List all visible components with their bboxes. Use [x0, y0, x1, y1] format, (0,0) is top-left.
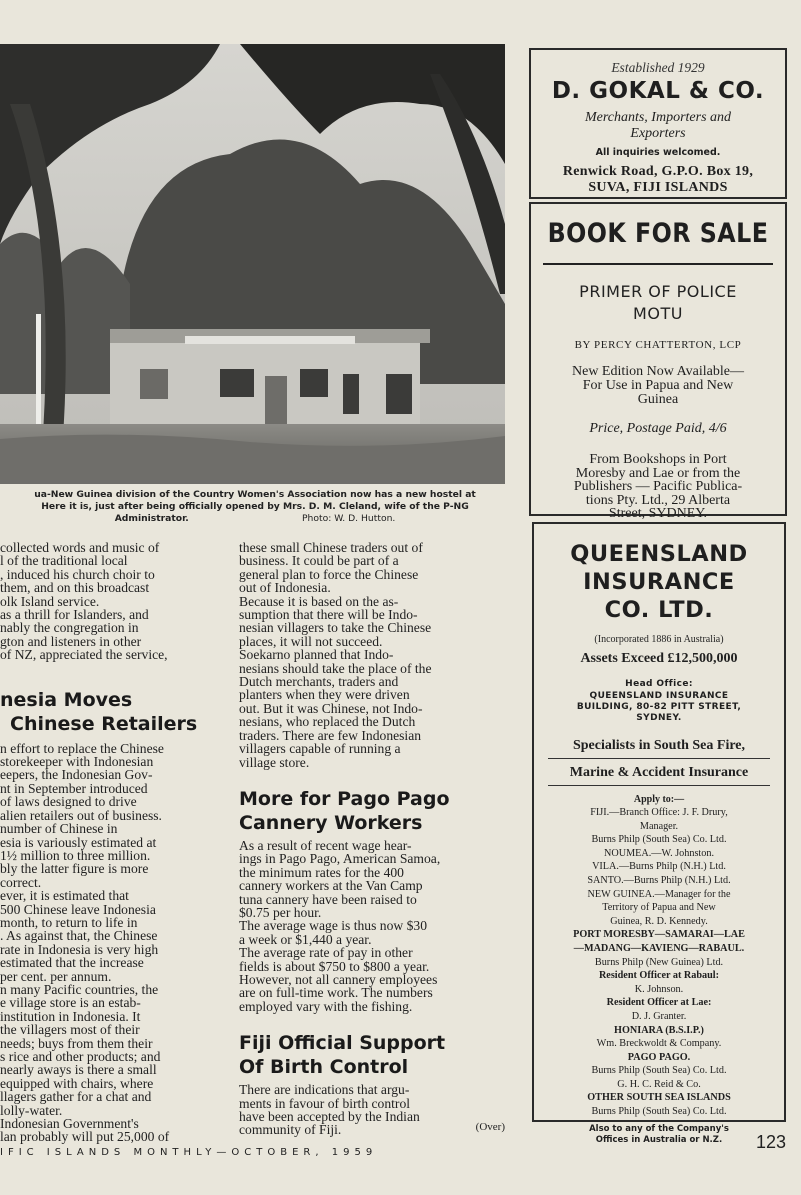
ad-gokal-inquiries: All inquiries welcomed.	[595, 147, 721, 158]
agent-line: PORT MORESBY—SAMARAI—LAE	[573, 929, 745, 941]
text-line: nably the congregation in	[0, 620, 139, 636]
ad-book-title-2: MOTU	[633, 304, 683, 323]
text-line: rate in Indonesia is very high	[0, 941, 159, 957]
ad-book-from-2: Moresby and Lae or from the	[575, 465, 741, 481]
agent-line: K. Johnson.	[634, 983, 684, 995]
agent-line: Manager.	[639, 820, 679, 832]
text-line: esia is variously estimated at	[0, 834, 157, 850]
text-line: community of Fiji.	[239, 1122, 342, 1138]
text-line: general plan to force the Chinese	[239, 566, 419, 582]
text-line: $0.75 per hour.	[239, 904, 322, 920]
text-line: institution in Indonesia. It	[0, 1008, 141, 1024]
text-line: nesians should take the place of the	[239, 660, 432, 676]
text-line: cannery workers at the Van Camp	[239, 878, 423, 894]
text-line: n effort to replace the Chinese	[0, 740, 164, 756]
text-line: estimated that the increase	[0, 955, 144, 971]
ad-book-edition-1: New Edition Now Available—	[572, 364, 744, 379]
ad-qi-name	[534, 540, 784, 624]
text-line: storekeeper with Indonesian	[0, 754, 154, 770]
hostel-photo	[0, 44, 505, 484]
text-line: The average wage is thus now $30	[239, 918, 427, 934]
text-line: The average rate of pay in other	[239, 945, 413, 961]
ad-qi-also	[534, 1124, 784, 1146]
ad-gokal-address-1: Renwick Road, G.P.O. Box 19,	[562, 164, 754, 179]
ad-gokal	[529, 48, 787, 199]
text-line: the villagers most of their	[0, 1022, 140, 1038]
text-line: these small Chinese traders out of	[239, 540, 423, 555]
caption-line-2: Here it is, just after being officially opened by Mrs. D. M. Cleland, wife of the P-NG	[41, 501, 469, 512]
headline-pago-1: More for Pago Pago	[239, 787, 450, 810]
ad-qi-name-2: INSURANCE	[583, 569, 735, 595]
text-line: e village store is an estab-	[0, 995, 141, 1011]
agent-line: Guinea, R. D. Kennedy.	[610, 915, 708, 927]
text-line: Soekarno planned that Indo-	[239, 647, 394, 663]
ad-gokal-desc-1: Merchants, Importers and	[584, 110, 732, 125]
text-line: as a thrill for Islanders, and	[0, 607, 149, 623]
continued-marker: (Over)	[475, 1121, 505, 1134]
text-line: out. But it was Chinese, not Indo-	[239, 700, 423, 716]
text-line: bly the latter figure is more	[0, 861, 149, 877]
ad-book-title-1: PRIMER OF POLICE	[579, 282, 737, 301]
text-line: Because it is based on the as-	[239, 593, 399, 609]
agent-line: PAGO PAGO.	[627, 1051, 691, 1063]
ad-book-author: BY PERCY CHATTERTON, LCP	[574, 339, 742, 351]
text-line: ings in Pago Pago, American Samoa,	[239, 851, 441, 867]
ad-book-from-4: tions Pty. Ltd., 29 Alberta	[585, 492, 731, 508]
agent-line: HONIARA (B.S.I.P.)	[614, 1024, 704, 1036]
agent-line: Wm. Breckwoldt & Company.	[596, 1038, 722, 1050]
text-line: alien retailers out of business.	[0, 807, 162, 823]
ad-gokal-name: D. GOKAL & CO.	[551, 78, 765, 104]
text-line: llagers gather for a chat and	[0, 1089, 152, 1105]
agent-line: Resident Officer at Rabaul:	[598, 970, 720, 982]
ad-qi-name-3: CO. LTD.	[604, 597, 714, 623]
hostel-photo-drawing	[0, 44, 505, 484]
page-number: 123	[756, 1132, 787, 1152]
text-line: olk Island service.	[0, 593, 100, 609]
text-line: a week or $1,440 a year.	[239, 931, 372, 947]
ad-qi-assets: Assets Exceed £12,500,000	[580, 651, 738, 666]
text-line: However, not all cannery employees	[239, 971, 438, 987]
text-line: needs; buys from them their	[0, 1035, 153, 1051]
ad-book-title	[531, 281, 785, 325]
agent-line: D. J. Granter.	[631, 1010, 687, 1022]
ad-qi-head-office-1: QUEENSLAND INSURANCE	[589, 691, 729, 701]
caption-line-3: Administrator.	[114, 513, 189, 524]
text-line: equipped with chairs, where	[0, 1075, 154, 1091]
divider	[543, 263, 773, 265]
paragraph-birth-control	[239, 1083, 511, 1137]
ad-book-for-sale	[529, 202, 787, 521]
ad-qi-also-2: Offices in Australia or N.Z.	[595, 1134, 723, 1145]
headline-fiji-1: Fiji Official Support	[239, 1032, 446, 1055]
agent-line: Burns Philp (South Sea) Co. Ltd.	[591, 1065, 727, 1077]
text-line: of NZ, appreciated the service,	[0, 647, 168, 663]
ad-book-from	[531, 453, 785, 521]
text-line: villagers capable of running a	[239, 741, 401, 757]
ad-qi-head-office-3: SYDNEY.	[636, 713, 682, 723]
text-line: have been accepted by the Indian	[239, 1109, 420, 1124]
agent-line: Burns Philp (South Sea) Co. Ltd.	[591, 834, 727, 846]
text-line: correct.	[0, 874, 42, 890]
divider	[548, 785, 770, 786]
paragraph-chinese-traders	[239, 541, 511, 769]
text-line: nesian villagers to take the Chinese	[239, 620, 432, 636]
agent-line: FIJI.—Branch Office: J. F. Drury,	[590, 807, 728, 818]
text-line: 500 Chinese leave Indonesia	[0, 901, 156, 917]
text-line: l of the traditional local	[0, 553, 128, 569]
headline-indonesia-1: nesia Moves	[0, 688, 133, 711]
ad-book-from-1: From Bookshops in Port	[589, 452, 727, 467]
text-line: . As against that, the Chinese	[0, 928, 158, 944]
paragraph-indonesia	[0, 742, 222, 1144]
headline-fiji-2: Of Birth Control	[239, 1056, 409, 1079]
text-line: 1½ million to three million.	[0, 847, 151, 863]
page-footer: IFIC ISLANDS MONTHLY—OCTOBER, 1959	[0, 1147, 378, 1158]
ad-book-price: Price, Postage Paid, 4/6	[589, 421, 727, 436]
text-line: per cent. per annum.	[0, 968, 112, 984]
text-line: places, it will not succeed.	[239, 633, 383, 649]
text-line: n many Pacific countries, the	[0, 981, 159, 997]
ad-book-from-3: Publishers — Pacific Publica-	[573, 479, 743, 494]
agent-line: Burns Philp (South Sea) Co. Ltd.	[591, 1106, 727, 1118]
ad-qi-apply: Apply to:—	[633, 794, 685, 805]
text-line: gton and listeners in other	[0, 633, 142, 649]
photo-credit: Photo: W. D. Hutton.	[302, 513, 396, 524]
text-line: Indonesian Government's	[0, 1116, 139, 1132]
ad-qi-name-1: QUEENSLAND	[570, 541, 748, 567]
text-line: planters when they were driven	[239, 687, 410, 703]
agent-line: OTHER SOUTH SEA ISLANDS	[587, 1092, 731, 1104]
text-line: collected words and music of	[0, 541, 160, 555]
text-line: As a result of recent wage hear-	[239, 837, 412, 853]
ad-qi-specialists: Specialists in South Sea Fire,	[572, 738, 746, 753]
text-line: lan probably will put 25,000 of	[0, 1129, 170, 1144]
ad-qi-marine: Marine & Accident Insurance	[569, 765, 749, 780]
ad-gokal-desc-2: Exporters	[630, 126, 686, 141]
text-line: traders. There are few Indonesian	[239, 727, 422, 743]
agent-line: VILA.—Burns Philp (N.H.) Ltd.	[592, 861, 726, 873]
ad-book-edition	[531, 365, 785, 407]
text-line: fields is about $750 to $800 a year.	[239, 958, 430, 974]
text-line: nt in September introduced	[0, 780, 148, 796]
text-line: lolly-water.	[0, 1102, 63, 1118]
text-line: ever, it is estimated that	[0, 888, 129, 904]
paragraph-cannery	[239, 839, 511, 1013]
ad-book-from-5: Street, SYDNEY.	[608, 506, 708, 521]
ad-qi-head-office-label: Head Office:	[625, 679, 693, 689]
photo-caption	[0, 489, 510, 525]
text-line: , induced his church choir to	[0, 566, 155, 582]
ad-qi-head-office-2: BUILDING, 80-82 PITT STREET,	[576, 702, 742, 712]
caption-line-1: ua-New Guinea division of the Country Women's Association now has a new hostel at	[34, 489, 476, 500]
article-column-left	[0, 541, 222, 1144]
text-line: out of Indonesia.	[239, 580, 331, 596]
ad-book-edition-3: Guinea	[637, 392, 679, 407]
agent-line: Territory of Papua and New	[602, 902, 716, 914]
agent-line: NOUMEA.—W. Johnston.	[604, 847, 714, 859]
agent-line: Resident Officer at Lae:	[606, 997, 712, 1009]
text-line: month, to return to life in	[0, 914, 138, 930]
text-line: business. It could be part of a	[239, 553, 399, 569]
agent-line: Burns Philp (New Guinea) Ltd.	[594, 956, 724, 968]
text-line: sumption that there will be Indo-	[239, 607, 418, 623]
text-line: nesians, who replaced the Dutch	[239, 714, 416, 730]
article-column-right	[239, 541, 511, 1137]
ad-qi-agents	[534, 807, 784, 1118]
text-line: nearly aways is there a small	[0, 1062, 157, 1078]
ad-book-edition-2: For Use in Papua and New	[582, 378, 734, 393]
agent-line: G. H. C. Reid & Co.	[617, 1078, 701, 1090]
text-line: number of Chinese in	[0, 821, 118, 837]
headline-indonesia-2: Chinese Retailers	[10, 712, 198, 735]
text-line: the minimum rates for the 400	[239, 864, 404, 880]
ad-gokal-address-2: SUVA, FIJI ISLANDS	[588, 180, 728, 195]
agent-line: —MADANG—KAVIENG—RABAUL.	[573, 942, 745, 954]
headline-pago-2: Cannery Workers	[239, 811, 423, 834]
ad-gokal-established: Established 1929	[611, 60, 705, 75]
text-line: of laws designed to drive	[0, 794, 137, 810]
ad-qi-incorporated: (Incorporated 1886 in Australia)	[594, 634, 724, 645]
text-line: tuna cannery have been raised to	[239, 891, 417, 907]
agent-line: NEW GUINEA.—Manager for the	[587, 888, 731, 900]
ad-book-headline: BOOK FOR SALE	[547, 218, 769, 249]
text-line: eepers, the Indonesian Gov-	[0, 767, 153, 783]
text-line: employed vary with the fishing.	[239, 998, 413, 1014]
text-line: ments in favour of birth control	[239, 1095, 411, 1111]
text-line: are on full-time work. The numbers	[239, 985, 433, 1001]
agent-line: SANTO.—Burns Philp (N.H.) Ltd.	[587, 874, 731, 886]
text-line: village store.	[239, 754, 310, 770]
text-line: There are indications that argu-	[239, 1082, 410, 1098]
text-line: Dutch merchants, traders and	[239, 674, 399, 690]
divider	[548, 758, 770, 759]
ad-qi-also-1: Also to any of the Company's	[589, 1123, 729, 1134]
text-line: s rice and other products; and	[0, 1049, 161, 1064]
paragraph-broadcast	[0, 541, 222, 662]
text-line: them, and on this broadcast	[0, 580, 150, 596]
